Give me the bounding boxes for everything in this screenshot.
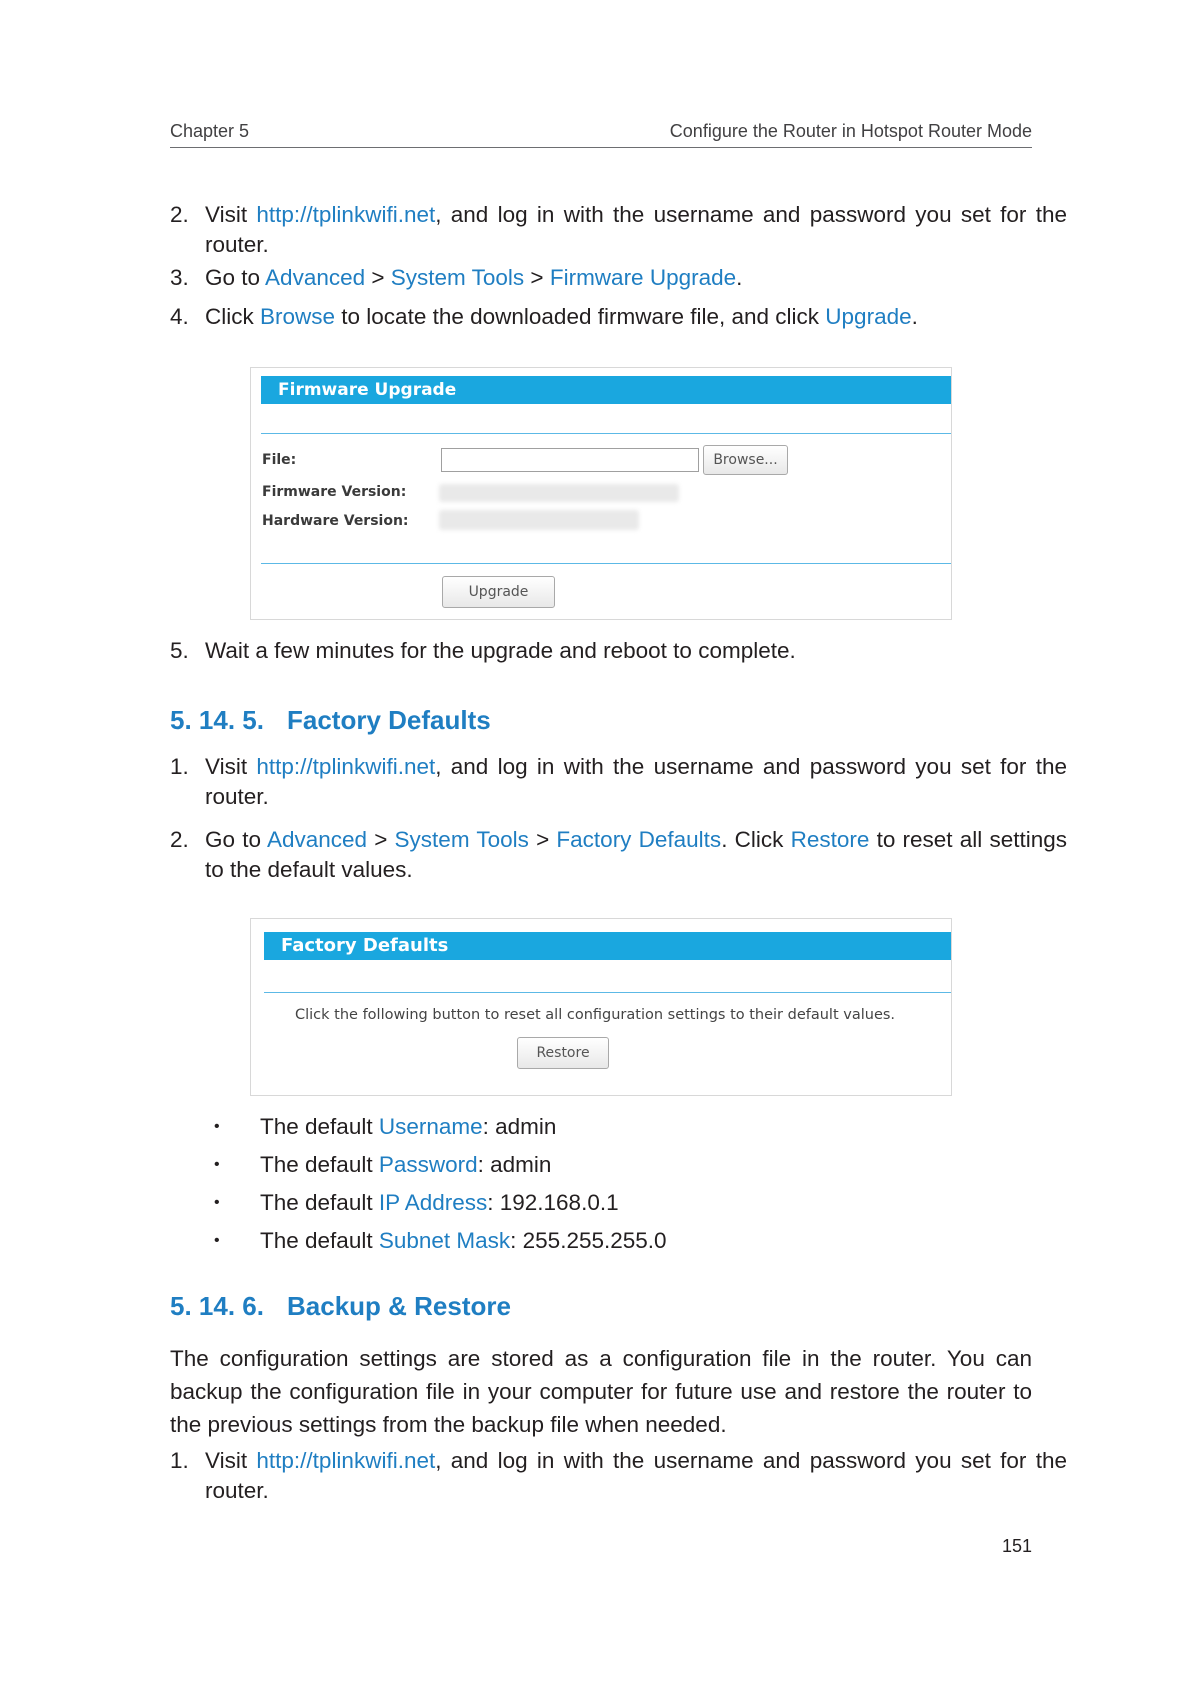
upgrade-button[interactable]: Upgrade bbox=[442, 576, 555, 608]
section-heading-backup-restore bbox=[170, 1291, 511, 1322]
hardware-version-label: Hardware Version: bbox=[262, 513, 409, 529]
bullet: • bbox=[214, 1156, 220, 1173]
username-term: Username bbox=[378, 1114, 483, 1139]
factory-defaults-link[interactable]: Factory Defaults bbox=[556, 827, 722, 852]
divider bbox=[264, 992, 951, 993]
advanced-link[interactable]: Advanced bbox=[266, 827, 368, 852]
step-text: . bbox=[911, 304, 918, 329]
url-link[interactable]: http://tplinkwifi.net bbox=[256, 754, 436, 779]
step-number: 2. bbox=[170, 202, 189, 227]
step-number: 1. bbox=[170, 1448, 189, 1473]
step-visit-url bbox=[170, 1446, 1067, 1506]
username-value: : admin bbox=[482, 1114, 557, 1139]
step-text: , and log in with the username and password you set for the router. bbox=[205, 754, 1067, 809]
section-number: 5. 14. 6. bbox=[170, 1291, 264, 1321]
page-number: 151 bbox=[1001, 1536, 1032, 1556]
url-link[interactable]: http://tplinkwifi.net bbox=[256, 202, 436, 227]
browse-button[interactable]: Browse... bbox=[703, 445, 788, 475]
step-number: 4. bbox=[170, 304, 189, 329]
item-text: The default bbox=[260, 1228, 379, 1253]
step-text: Go to bbox=[205, 265, 266, 290]
backup-paragraph: The configuration settings are stored as a configuration file in the router. You can backup the configuration file in your computer for future use and restore the router to the previous settings from the backup file when needed. bbox=[170, 1346, 1032, 1437]
restore-button[interactable]: Restore bbox=[517, 1037, 609, 1069]
step-text: Wait a few minutes for the upgrade and reboot to complete. bbox=[205, 638, 796, 663]
step-visit-url bbox=[170, 752, 1067, 812]
step-text: , and log in with the username and password you set for the router. bbox=[205, 202, 1067, 257]
subnet-mask-value: : 255.255.255.0 bbox=[510, 1228, 667, 1253]
step-number: 3. bbox=[170, 265, 189, 290]
subnet-mask-term: Subnet Mask bbox=[378, 1228, 511, 1253]
redacted-hardware-version bbox=[439, 510, 639, 530]
step-go-to-factory-defaults bbox=[170, 825, 1067, 885]
step-number: 5. bbox=[170, 638, 189, 663]
step-text: Visit bbox=[205, 754, 257, 779]
step-number: 1. bbox=[170, 754, 189, 779]
section-title: Backup & Restore bbox=[287, 1291, 511, 1321]
section-title: Factory Defaults bbox=[287, 705, 491, 735]
file-input[interactable] bbox=[441, 448, 699, 472]
step-text: Visit bbox=[205, 202, 257, 227]
step-text: . Click bbox=[721, 827, 791, 852]
running-header bbox=[170, 121, 1032, 148]
step-visit-url bbox=[170, 200, 1067, 260]
chapter-title: Configure the Router in Hotspot Router Mode bbox=[669, 121, 1032, 141]
system-tools-link[interactable]: System Tools bbox=[390, 265, 525, 290]
ip-address-term: IP Address bbox=[378, 1190, 488, 1215]
divider bbox=[261, 563, 951, 564]
factory-defaults-panel bbox=[250, 918, 952, 1096]
step-go-to-firmware bbox=[170, 263, 1067, 293]
upgrade-link[interactable]: Upgrade bbox=[825, 304, 912, 329]
separator: > bbox=[524, 265, 550, 290]
url-link[interactable]: http://tplinkwifi.net bbox=[256, 1448, 436, 1473]
password-value: : admin bbox=[477, 1152, 552, 1177]
advanced-link[interactable]: Advanced bbox=[265, 265, 366, 290]
firmware-version-label: Firmware Version: bbox=[262, 484, 407, 500]
step-text: . bbox=[736, 265, 743, 290]
item-text: The default bbox=[260, 1114, 379, 1139]
step-text: to reset all settings to the default values. bbox=[205, 827, 1067, 882]
firmware-upgrade-panel bbox=[250, 367, 952, 620]
password-term: Password bbox=[378, 1152, 478, 1177]
bullet: • bbox=[214, 1118, 220, 1135]
section-heading-factory-defaults bbox=[170, 705, 491, 736]
panel-title: Factory Defaults bbox=[264, 932, 951, 960]
step-text: Click bbox=[205, 304, 260, 329]
step-click-browse bbox=[170, 302, 1067, 332]
divider bbox=[261, 433, 951, 434]
bullet: • bbox=[214, 1194, 220, 1211]
system-tools-link[interactable]: System Tools bbox=[394, 827, 529, 852]
step-wait bbox=[170, 636, 1067, 666]
section-number: 5. 14. 5. bbox=[170, 705, 264, 735]
firmware-upgrade-link[interactable]: Firmware Upgrade bbox=[549, 265, 737, 290]
item-text: The default bbox=[260, 1190, 379, 1215]
step-text: , and log in with the username and password you set for the router. bbox=[205, 1448, 1067, 1503]
step-text: Go to bbox=[205, 827, 267, 852]
file-label: File: bbox=[262, 452, 297, 468]
item-text: The default bbox=[260, 1152, 379, 1177]
panel-title: Firmware Upgrade bbox=[261, 376, 951, 404]
separator: > bbox=[367, 827, 395, 852]
redacted-firmware-version bbox=[439, 484, 679, 502]
step-number: 2. bbox=[170, 827, 189, 852]
step-text: Visit bbox=[205, 1448, 257, 1473]
browse-link[interactable]: Browse bbox=[260, 304, 336, 329]
restore-link[interactable]: Restore bbox=[790, 827, 870, 852]
ip-address-value: : 192.168.0.1 bbox=[487, 1190, 619, 1215]
step-text: to locate the downloaded firmware file, and click bbox=[335, 304, 826, 329]
panel-description: Click the following button to reset all configuration settings to their default values. bbox=[295, 1007, 896, 1023]
chapter-label: Chapter 5 bbox=[170, 121, 250, 141]
separator: > bbox=[528, 827, 557, 852]
bullet: • bbox=[214, 1232, 220, 1249]
separator: > bbox=[365, 265, 391, 290]
